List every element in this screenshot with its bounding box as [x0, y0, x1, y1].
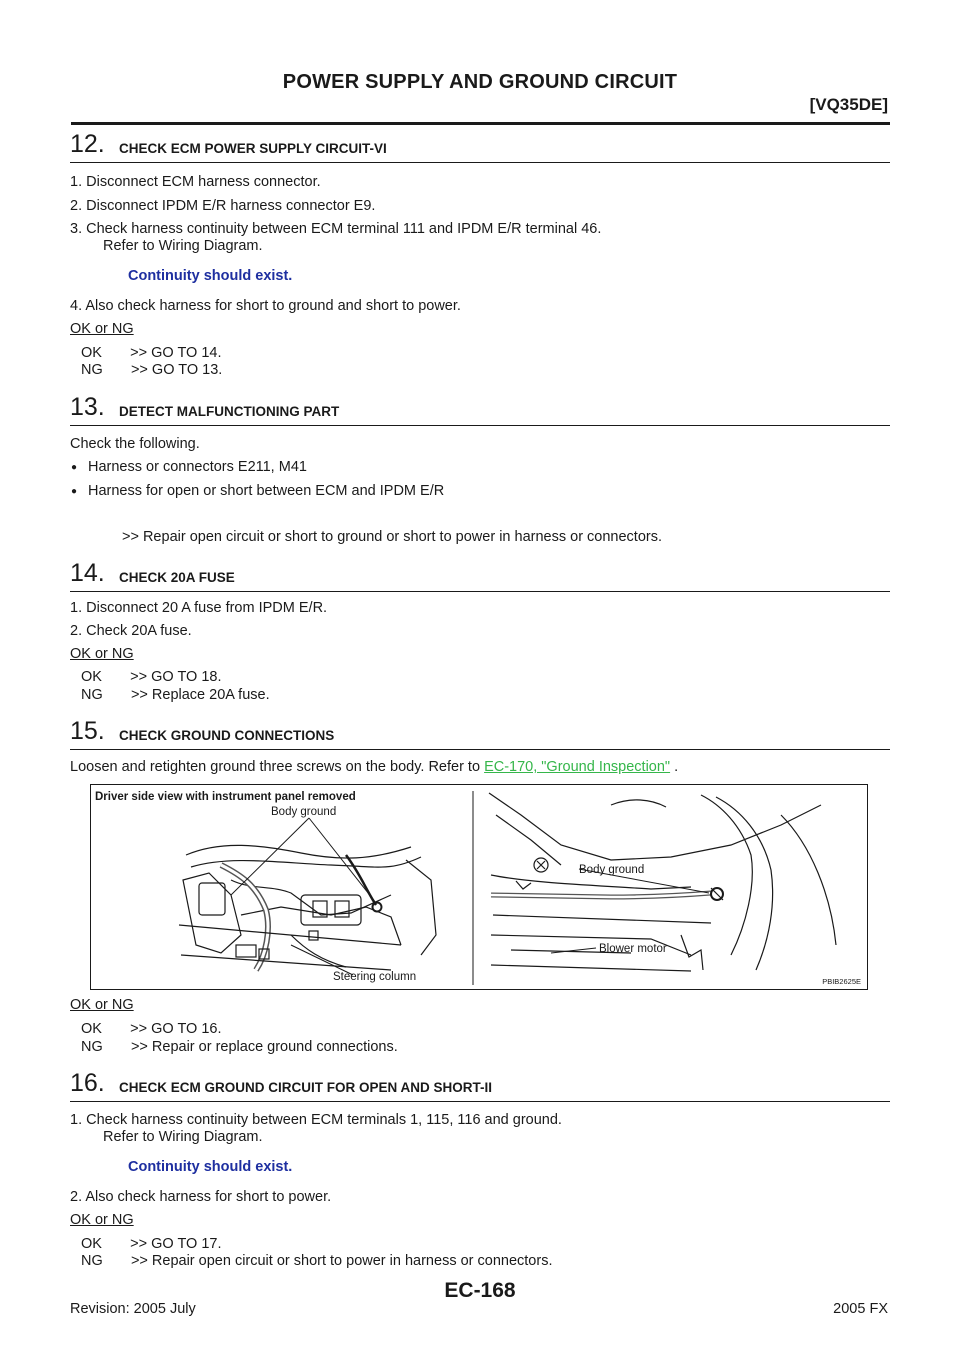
label-blower-motor: Blower motor: [599, 943, 667, 955]
revision-date: Revision: 2005 July: [70, 1301, 196, 1317]
step-15-text-end: .: [670, 759, 679, 775]
step-15-ok: OK >> GO TO 16.: [81, 1021, 222, 1037]
header-rule: [71, 122, 890, 125]
figure-illustration: [91, 785, 867, 989]
step-12-line-4: 4. Also check harness for short to ground and short to power.: [70, 298, 461, 314]
step-number: 13.: [70, 393, 105, 421]
step-13-intro: Check the following.: [70, 436, 200, 452]
step-12-ok: OK >> GO TO 14.: [81, 345, 222, 361]
step-12-line-2: 2. Disconnect IPDM E/R harness connector E9.: [70, 198, 376, 214]
step-14-ok: OK >> GO TO 18.: [81, 669, 222, 685]
step-15-line-1: [70, 759, 678, 775]
step-name: CHECK ECM GROUND CIRCUIT FOR OPEN AND SHORT-II: [119, 1080, 493, 1095]
page-title: POWER SUPPLY AND GROUND CIRCUIT: [282, 71, 678, 93]
step-12-ok-or-ng: OK or NG: [70, 321, 134, 337]
step-16-line-1b: Refer to Wiring Diagram.: [103, 1129, 263, 1145]
step-15-heading: [70, 715, 890, 750]
step-12-line-3b: Refer to Wiring Diagram.: [103, 238, 263, 254]
ground-inspection-link[interactable]: EC-170, "Ground Inspection": [484, 759, 671, 775]
step-name: CHECK GROUND CONNECTIONS: [119, 728, 335, 743]
step-16-line-2: 2. Also check harness for short to power.: [70, 1189, 332, 1205]
engine-model: [VQ35DE]: [809, 95, 888, 114]
step-12-line-3: 3. Check harness continuity between ECM terminal 111 and IPDM E/R terminal 46.: [70, 221, 602, 237]
step-12-ng: NG >> GO TO 13.: [81, 362, 223, 378]
step-14-heading: [70, 557, 890, 592]
step-13-bullet-2: Harness for open or short between ECM and IPDM E/R: [88, 483, 445, 499]
bullet-icon: ●: [71, 462, 78, 473]
step-15-ok-or-ng: OK or NG: [70, 997, 134, 1013]
step-12-spec: Continuity should exist.: [128, 268, 293, 284]
step-16-heading: [70, 1067, 890, 1102]
step-13-bullet-1: Harness or connectors E211, M41: [88, 459, 307, 475]
step-13-heading: [70, 391, 890, 426]
step-14-line-1: 1. Disconnect 20 A fuse from IPDM E/R.: [70, 600, 328, 616]
ground-location-figure: [90, 784, 868, 990]
step-16-line-1: 1. Check harness continuity between ECM terminals 1, 115, 116 and ground.: [70, 1112, 562, 1128]
bullet-icon: ●: [71, 486, 78, 497]
step-15-ng: NG >> Repair or replace ground connections.: [81, 1039, 398, 1055]
label-body-ground-left: Body ground: [271, 806, 337, 818]
step-16-ng: NG >> Repair open circuit or short to power in harness or connectors.: [81, 1253, 553, 1269]
step-14-ok-or-ng: OK or NG: [70, 646, 134, 662]
step-number: 14.: [70, 559, 105, 587]
step-16-spec: Continuity should exist.: [128, 1159, 293, 1175]
step-12-heading: [70, 128, 890, 163]
page-number: EC-168: [444, 1279, 516, 1302]
step-14-ng: NG >> Replace 20A fuse.: [81, 687, 270, 703]
figure-code: PBIB2625E: [822, 977, 861, 986]
step-16-ok: OK >> GO TO 17.: [81, 1236, 222, 1252]
step-number: 16.: [70, 1069, 105, 1097]
step-name: CHECK ECM POWER SUPPLY CIRCUIT-VI: [119, 141, 387, 156]
step-12-line-1: 1. Disconnect ECM harness connector.: [70, 174, 321, 190]
step-name: CHECK 20A FUSE: [119, 570, 235, 585]
step-number: 12.: [70, 130, 105, 158]
step-number: 15.: [70, 717, 105, 745]
label-steering-column: Steering column: [333, 971, 417, 983]
step-14-line-2: 2. Check 20A fuse.: [70, 623, 192, 639]
label-body-ground-right: Body ground: [579, 864, 645, 876]
step-16-ok-or-ng: OK or NG: [70, 1212, 134, 1228]
step-13-action: >> Repair open circuit or short to ground or short to power in harness or connectors.: [122, 529, 663, 545]
figure-caption: Driver side view with instrument panel removed: [95, 791, 356, 803]
step-name: DETECT MALFUNCTIONING PART: [119, 404, 340, 419]
vehicle-model: 2005 FX: [833, 1301, 888, 1317]
step-15-text: Loosen and retighten ground three screws on the body. Refer to: [70, 759, 485, 775]
